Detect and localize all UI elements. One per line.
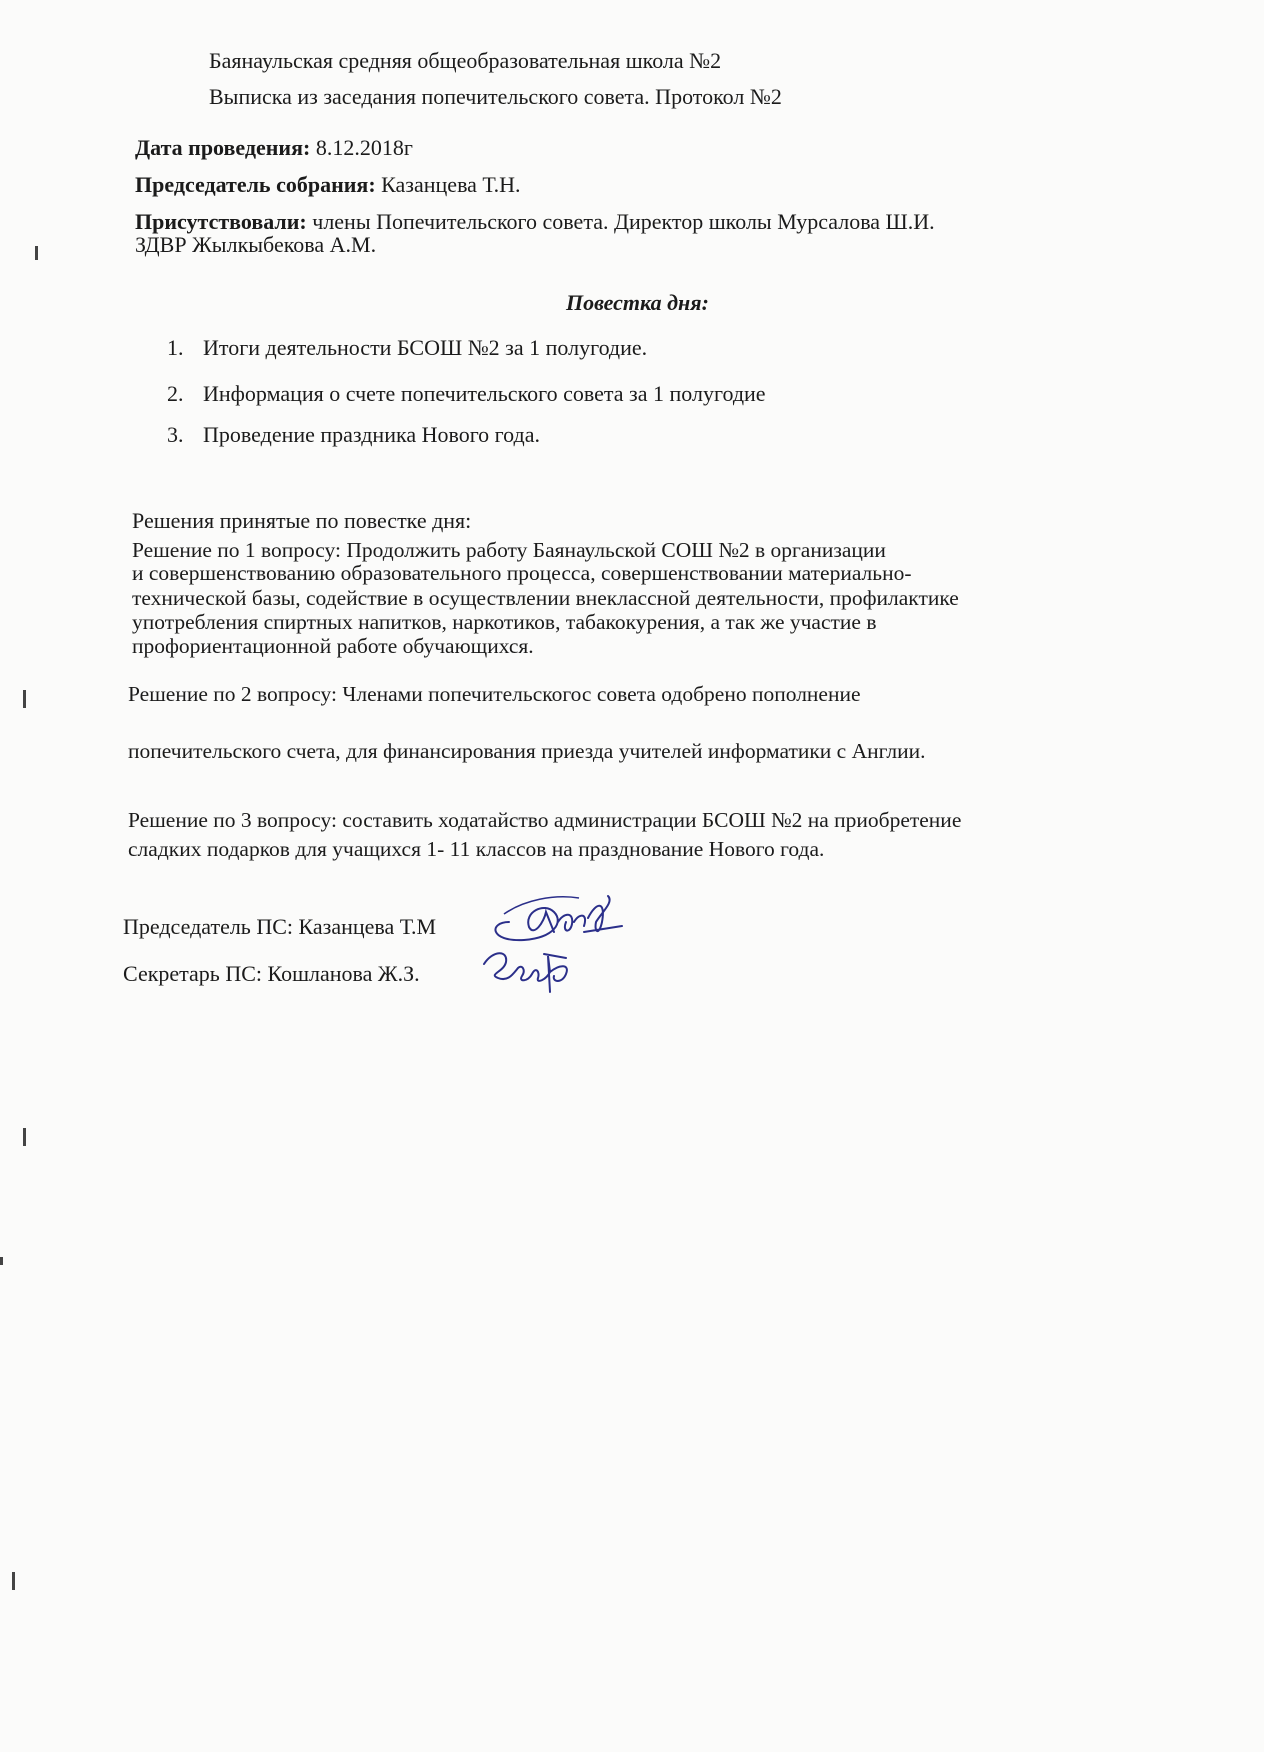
decision-1-line: употребления спиртных напитков, наркотиков, табакокурения, а так же участие в — [132, 610, 877, 634]
decision-1-line: Решение по 1 вопросу: Продолжить работу Баянаульской СОШ №2 в организации — [132, 538, 886, 562]
chair-label: Председатель собрания: — [135, 172, 376, 197]
meeting-present-cont: ЗДВР Жылкыбекова А.М. — [135, 232, 377, 257]
agenda-item-number: 3. — [167, 422, 184, 447]
agenda-title: Повестка дня: — [566, 290, 709, 315]
meeting-date — [135, 137, 413, 159]
scan-mark — [23, 690, 26, 708]
secretary-signature-line: Секретарь ПС: Кошланова Ж.З. — [123, 961, 420, 986]
present-label: Присутствовали: — [135, 209, 307, 234]
scan-mark — [23, 1128, 26, 1146]
chair-value: Казанцева Т.Н. — [375, 172, 521, 197]
decision-3-line: сладких подарков для учащихся 1- 11 классов на празднование Нового года. — [128, 837, 825, 861]
agenda-item-number: 1. — [167, 335, 184, 360]
agenda-item-number: 2. — [167, 381, 184, 406]
decision-1-line: и совершенствованию образовательного процесса, совершенствовании материально- — [132, 561, 912, 585]
scan-mark — [12, 1572, 15, 1590]
agenda-item — [167, 337, 647, 359]
secretary-handwritten-signature — [478, 944, 578, 1019]
agenda-item — [167, 424, 540, 446]
meeting-chair — [135, 174, 521, 196]
agenda-item-text: Информация о счете попечительского совета за 1 полугодие — [203, 381, 766, 406]
chair-signature-line: Председатель ПС: Казанцева Т.М — [123, 914, 437, 939]
protocol-title: Выписка из заседания попечительского совета. Протокол №2 — [209, 84, 782, 109]
scan-mark — [0, 1257, 3, 1265]
date-value: 8.12.2018г — [310, 135, 413, 160]
present-value: члены Попечительского совета. Директор школы Мурсалова Ш.И. — [306, 209, 935, 234]
meeting-present — [135, 211, 935, 233]
decision-2-line: попечительского счета, для финансирования приезда учителей информатики с Англии. — [128, 739, 926, 763]
decision-3-line: Решение по 3 вопросу: составить ходатайство администрации БСОШ №2 на приобретение — [128, 808, 962, 832]
scan-mark — [35, 246, 38, 260]
decision-2-line: Решение по 2 вопросу: Членами попечительскогос совета одобрено пополнение — [128, 682, 861, 706]
agenda-item-text: Проведение праздника Нового года. — [203, 422, 540, 447]
agenda-item-text: Итоги деятельности БСОШ №2 за 1 полугодие. — [203, 335, 648, 360]
school-name: Баянаульская средняя общеобразовательная школа №2 — [209, 48, 722, 73]
date-label: Дата проведения: — [135, 135, 311, 160]
decisions-intro: Решения принятые по повестке дня: — [132, 508, 472, 533]
decision-1-line: технической базы, содействие в осуществлении внеклассной деятельности, профилактике — [132, 586, 959, 610]
decision-1-line: профориентационной работе обучающихся. — [132, 634, 534, 658]
agenda-item — [167, 383, 766, 405]
